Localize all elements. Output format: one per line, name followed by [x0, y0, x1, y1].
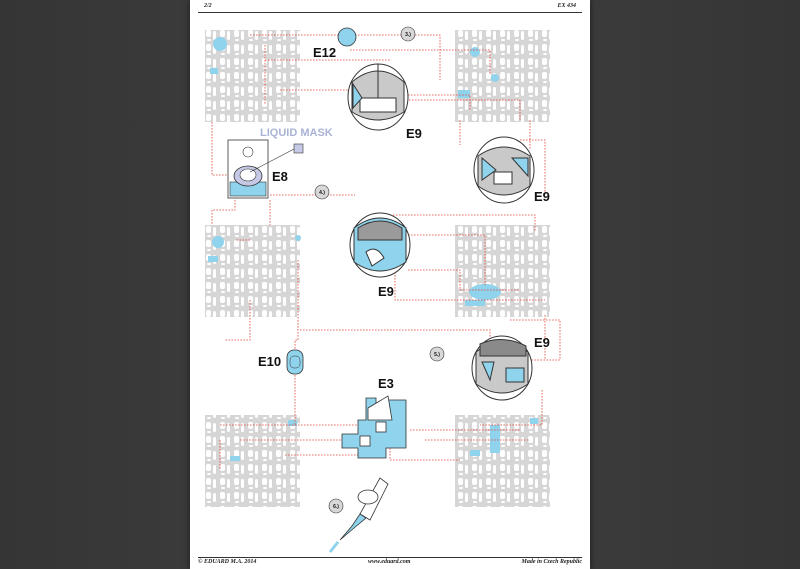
svg-text:5.): 5.)	[434, 352, 440, 358]
step-4	[315, 185, 329, 199]
canopy-frame-middle	[350, 213, 410, 277]
page-number: 2/2	[204, 3, 212, 9]
label-e9-top: E9	[406, 126, 422, 141]
footer-copyright: © EDUARD M.A. 2014	[198, 559, 257, 565]
part-e10	[287, 350, 303, 374]
part-e3	[342, 396, 406, 458]
label-e9-right-lower: E9	[534, 335, 550, 350]
fret-top-left	[205, 30, 300, 122]
step-6	[329, 499, 343, 513]
instruction-page	[190, 0, 590, 569]
canopy-frame-top	[348, 64, 408, 130]
fret-bottom-right	[455, 415, 550, 507]
svg-text:3.): 3.)	[405, 32, 411, 38]
canopy-frame-right-lower	[472, 336, 532, 400]
part-e12-disc	[338, 28, 356, 46]
svg-text:4.): 4.)	[319, 190, 325, 196]
label-e10: E10	[258, 354, 282, 369]
label-e3: E3	[378, 376, 394, 391]
part-e8	[228, 140, 303, 198]
footer-origin: Made in Czech Republic	[521, 559, 582, 565]
assembly-diagram	[190, 0, 590, 569]
fret-mid-right	[455, 225, 550, 317]
kit-code: EX 434	[557, 3, 576, 9]
step-5	[430, 347, 444, 361]
label-e12: E12	[313, 45, 337, 60]
footer-url: www.eduard.com	[368, 559, 411, 565]
label-e8: E8	[272, 169, 288, 184]
liquid-mask-label: LIQUID MASK	[260, 127, 333, 139]
fret-mid-left	[205, 225, 301, 317]
label-e9-middle: E9	[378, 284, 394, 299]
fret-bottom-left	[205, 415, 300, 507]
label-e9-right-upper: E9	[534, 189, 550, 204]
canopy-frame-right-upper	[474, 137, 534, 203]
svg-text:6.): 6.)	[333, 504, 339, 510]
fret-top-right	[455, 30, 550, 122]
step-3	[401, 27, 415, 41]
footer-rule	[198, 557, 582, 558]
liquid-mask-applicator-illustration	[330, 478, 388, 552]
